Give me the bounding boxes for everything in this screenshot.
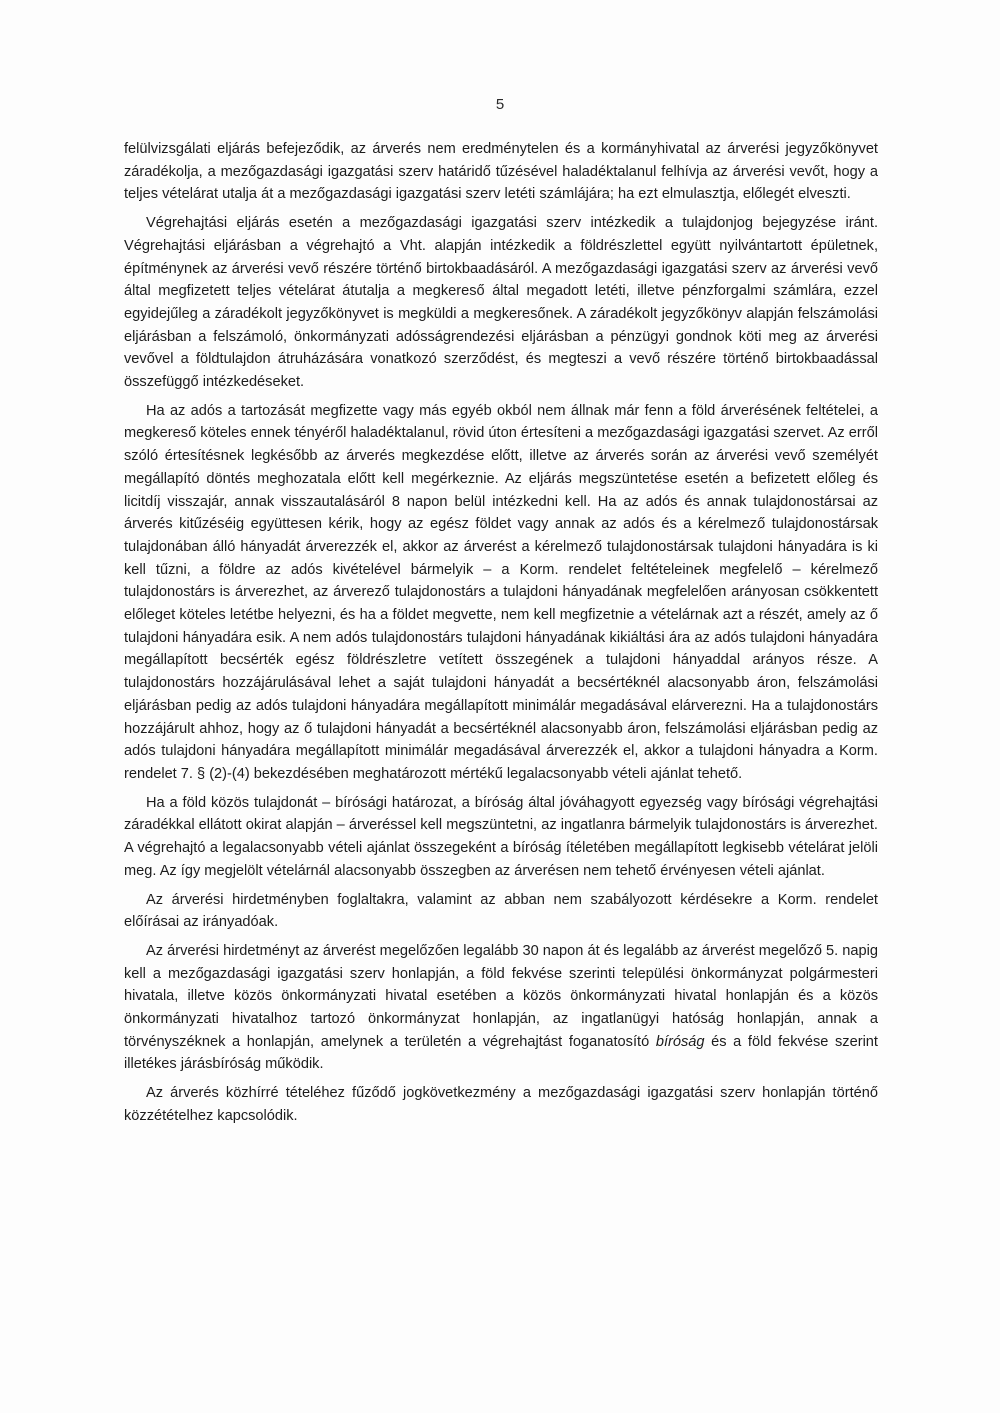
paragraph-1: felülvizsgálati eljárás befejeződik, az árverés nem eredménytelen és a kormányhivatal az árverési jegyzőkönyvet záradékolja, a mezőgazdasági igazgatási szerv határidő tűzésével haladéktalanul felhívja az árverési vevőt, hogy a teljes vételárat utalja át a mezőgazdasági igazgatási szerv letéti számlájára; ha ezt elmulasztja, előlegét elveszti.	[124, 141, 878, 203]
paragraph-6	[124, 940, 878, 1076]
paragraph-5: Az árverési hirdetményben foglaltakra, valamint az abban nem szabályozott kérdésekre a Korm. rendelet előírásai az irányadóak.	[124, 891, 878, 931]
paragraph-7: Az árverés közhírré tételéhez fűződő jogkövetkezmény a mezőgazdasági igazgatási szerv honlapján történő közzétételhez kapcsolódik.	[124, 1085, 878, 1124]
paragraph-6-text: Az árverési hirdetményt az árverést megelőzően legalább 30 napon át és legalább az árverést megelőző 5. napig kell a mezőgazdasági igazgatási szerv honlapján, a föld fekvése szerinti települési önkormányzat polgármesteri hivatala, illetve közös önkormányzati hivatal esetében a közös önkormányzati hivatal honlapján és a közös önkormányzati hivatalhoz tartozó önkormányzat honlapján, az ingatlanügyi hatóság honlapján, annak a törvényszéknek a honlapján, amelynek a területén a végrehajtást foganatosító	[124, 942, 878, 1050]
paragraph-6-italic-term: bíróság	[655, 1033, 705, 1050]
paragraph-6-tail: és a föld fekvése szerint illetékes járásbíróság működik.	[124, 1033, 878, 1073]
paragraph-4: Ha a föld közös tulajdonát – bírósági határozat, a bíróság által jóváhagyott egyezség vagy bírósági végrehajtási záradékkal ellátott okirat alapján – árveréssel kell megszüntetni, az ingatlanra bármelyik tulajdonostárs is árverezhet. A végrehajtó a legalacsonyabb vételi ajánlat összegeként a bíróság ítéletében megállapított legkisebb vételárat jelöli meg. Az így megjelölt vételárnál alacsonyabb összegben az árverésen nem tehető érvényesen vételi ajánlat.	[124, 794, 878, 879]
document-body	[124, 138, 878, 1134]
paragraph-3: Ha az adós a tartozását megfizette vagy más egyéb okból nem állnak már fenn a föld árverésének feltételei, a megkereső köteles ennek tényéről haladéktalanul, rövid úton értesíteni a mezőgazdasági igazgatási szervet. Az erről szóló értesítésnek legkésőbb az árverés megkezdése előtt, illetve az árverés során az árverési vevő személyét megállapító döntés meghozatala előtt kell megérkeznie. Az eljárás megszüntetése esetén a befizetett előleg és licitdíj visszajár, annak visszautalásáról 8 napon belül intézkedni kell. Ha az adós és annak tulajdonostársai az árverés kitűzéséig együttesen kérik, hogy az egész földet vagy annak az adós és a kérelmező tulajdonostársak tulajdonában álló hányadát árverezzék el, akkor az árverést a kérelmező tulajdonostársak tulajdoni hányadára is ki kell tűzni, a földre az adós kivételével bármelyik – a Korm. rendelet feltételeinek megfelelő – kérelmező tulajdonostárs is árverezhet, az árverező tulajdonostárs a tulajdoni hányadának megfelelően arányosan csökkentett előleget köteles letétbe helyezni, és ha a földet megvette, nem kell megfizetnie a vételárnak azt a részét, amely az ő tulajdoni hányadára esik. A nem adós tulajdonostárs tulajdoni hányadának kikiáltási ára az adós tulajdoni hányadára megállapított becsérték egész földrészletre vetített összegének a tulajdoni hányaddal arányos része. A tulajdonostárs hozzájárulásával lehet a saját tulajdoni hányadát a becsértéknél alacsonyabb áron, felszámolási eljárásban pedig az adós tulajdoni hányadára megállapított minimálár megadásával elárverezni. Ha a tulajdonostárs hozzájárult ahhoz, hogy az ő tulajdoni hányadát a becsértéknél alacsonyabb áron, felszámolási eljárásban pedig az adós tulajdoni hányadára megállapított minimálár megadásával árverezzék el, akkor a tulajdoni hányadra a Korm. rendelet 7. § (2)-(4) bekezdésében meghatározott mértékű legalacsonyabb vételi ajánlat tehető.	[124, 402, 878, 782]
page-number: 5	[495, 96, 505, 113]
paragraph-2: Végrehajtási eljárás esetén a mezőgazdasági igazgatási szerv intézkedik a tulajdonjog bejegyzése iránt. Végrehajtási eljárásban a végrehajtó a Vht. alapján intézkedik a földrészlettel együtt nyilvántartott épületnek, építménynek az árverési vevő részére történő birtokbaadásáról. A mezőgazdasági igazgatási szerv az árverési vevő által megfizetett teljes vételárat átutalja a megkereső által megadott letéti, illetve pénzforgalmi számlára, ezzel egyidejűleg a záradékolt jegyzőkönyvet is megküldi a megkeresőnek. A záradékolt jegyzőkönyv alapján felszámolási eljárásban a felszámoló, önkormányzati adósságrendezési eljárásban a pénzügyi gondnok köti meg az árverési vevővel a földtulajdon átruházására vonatkozó szerződést, és megteszi a vevő részére történő birtokbaadással összefüggő intézkedéseket.	[124, 215, 878, 391]
